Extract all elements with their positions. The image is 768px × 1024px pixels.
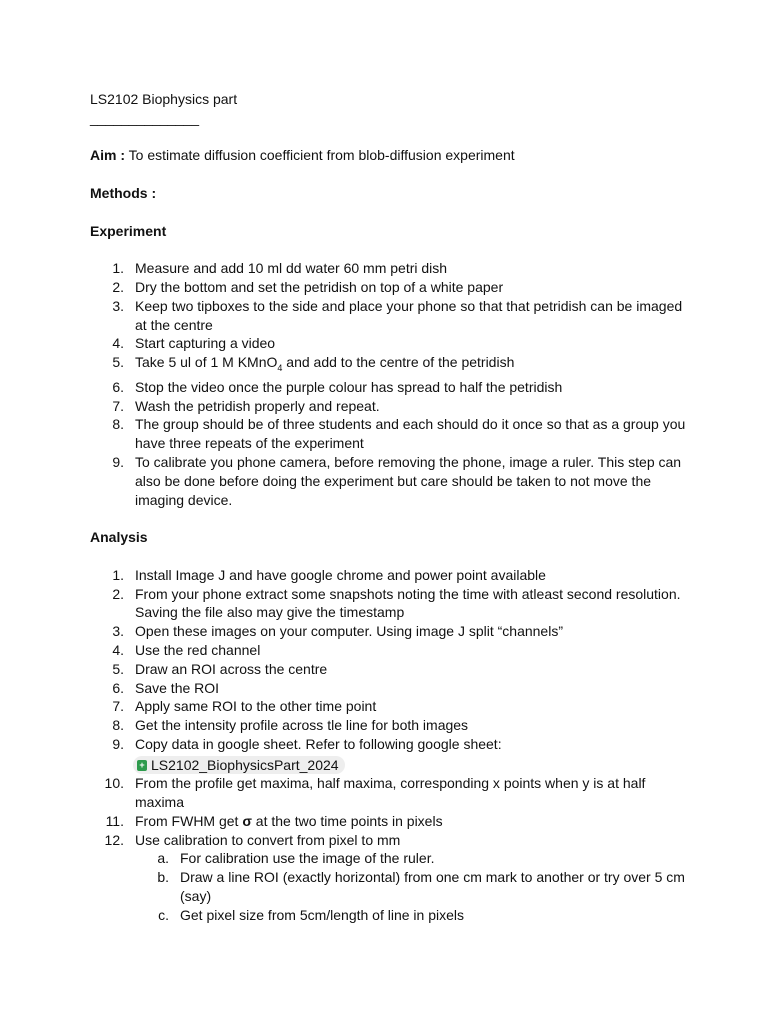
step-number: 3.	[112, 297, 124, 314]
calibration-step	[90, 849, 690, 868]
step-number: 7.	[112, 397, 124, 414]
step-text: The group should be of three students and each should do it once so that as a group you have three repeats of the experiment	[135, 416, 686, 452]
step-number: 6.	[112, 378, 124, 395]
step-letter: a.	[157, 850, 169, 867]
analysis-heading: Analysis	[90, 529, 148, 546]
step-number: 10.	[104, 775, 124, 792]
aim-text: To estimate diffusion coefficient from blob-diffusion experiment	[125, 147, 515, 164]
aim-label: Aim :	[90, 147, 125, 164]
step-number: 5.	[112, 660, 124, 677]
step-number: 2.	[112, 278, 124, 295]
step-number: 7.	[112, 698, 124, 715]
calibration-sublist	[90, 849, 690, 924]
step-text: Get the intensity profile across tle line for both images	[135, 717, 469, 734]
step-number: 1.	[112, 260, 124, 277]
analysis-step	[90, 812, 690, 831]
step-text: Use calibration to convert from pixel to mm	[135, 831, 401, 848]
step-text: Measure and add 10 ml dd water 60 mm petri dish	[135, 260, 448, 277]
step-number: 6.	[112, 679, 124, 696]
step-text: at the two time points in pixels	[251, 812, 443, 829]
step-text: Copy data in google sheet. Refer to following google sheet:	[135, 735, 502, 752]
analysis-step	[90, 585, 690, 623]
step-text: Draw an ROI across the centre	[135, 660, 328, 677]
analysis-step	[90, 622, 690, 641]
step-number: 3.	[112, 623, 124, 640]
subscript: 4	[277, 362, 283, 373]
step-text: From your phone extract some snapshots noting the time with atleast second resolution. Saving the file also may give the timestamp	[135, 585, 681, 621]
experiment-list	[90, 259, 690, 509]
analysis-step	[90, 566, 690, 585]
step-text: From the profile get maxima, half maxima, corresponding x points when y is at half maxima	[135, 775, 646, 810]
analysis-step	[90, 831, 690, 850]
step-number: 4.	[112, 641, 124, 658]
step-text: Open these images on your computer. Using image J split “channels”	[135, 623, 563, 640]
step-text: Get pixel size from 5cm/length of line in pixels	[180, 906, 465, 923]
google-sheet-chip-link[interactable]	[133, 756, 345, 774]
step-text: Wash the petridish properly and repeat.	[135, 397, 380, 414]
step-text: From FWHM get	[135, 812, 243, 829]
experiment-step	[90, 297, 690, 335]
step-text: Draw a line ROI (exactly horizontal) from one cm mark to another or try over 5 cm (say)	[180, 869, 685, 904]
experiment-step	[90, 378, 690, 397]
analysis-step	[90, 735, 690, 774]
step-text: Keep two tipboxes to the side and place your phone so that that petridish can be imaged at the centre	[135, 297, 683, 333]
step-letter: c.	[158, 906, 169, 923]
step-number: 4.	[112, 335, 124, 352]
calibration-step	[90, 906, 690, 925]
analysis-step	[90, 679, 690, 698]
step-text: Take 5 ul of 1 M KMnO	[135, 354, 278, 371]
experiment-step	[90, 453, 690, 509]
step-number: 1.	[112, 566, 124, 583]
experiment-step	[90, 397, 690, 416]
analysis-step	[90, 716, 690, 735]
step-text: To calibrate you phone camera, before removing the phone, image a ruler. This step can also be done before doing the experiment but care should be taken to not move the imaging device.	[135, 453, 682, 508]
step-number: 2.	[112, 585, 124, 602]
step-text: For calibration use the image of the ruler.	[180, 850, 435, 867]
step-number: 8.	[112, 416, 124, 433]
document-page	[90, 90, 690, 925]
step-text: Start capturing a video	[135, 335, 276, 352]
methods-heading: Methods :	[90, 184, 157, 201]
aim-line	[90, 146, 690, 165]
step-number: 5.	[112, 354, 124, 371]
step-text: Save the ROI	[135, 679, 220, 696]
step-number: 9.	[112, 735, 124, 752]
title-underline: ______________	[90, 109, 200, 126]
analysis-step	[90, 660, 690, 679]
step-text: Dry the bottom and set the petridish on top of a white paper	[135, 278, 504, 295]
step-number: 12.	[104, 831, 124, 848]
experiment-step	[90, 334, 690, 353]
step-text: Apply same ROI to the other time point	[135, 698, 377, 715]
step-text: and add to the centre of the petridish	[282, 354, 515, 371]
step-text: Use the red channel	[135, 641, 261, 658]
document-title: LS2102 Biophysics part	[90, 91, 238, 107]
sigma-symbol: σ	[242, 812, 252, 829]
calibration-step	[90, 868, 690, 906]
step-number: 9.	[112, 453, 124, 470]
chip-label: LS2102_BiophysicsPart_2024	[151, 757, 339, 774]
step-number: 8.	[112, 717, 124, 734]
step-text: Install Image J and have google chrome and power point available	[135, 566, 546, 583]
step-number: 11.	[105, 812, 124, 829]
experiment-step	[90, 259, 690, 278]
google-sheets-icon: +	[137, 760, 147, 771]
experiment-step	[90, 353, 690, 378]
analysis-step	[90, 774, 690, 812]
analysis-step	[90, 641, 690, 660]
experiment-step	[90, 415, 690, 453]
step-text: Stop the video once the purple colour has spread to half the petridish	[135, 378, 563, 395]
experiment-heading: Experiment	[90, 222, 167, 239]
experiment-step	[90, 278, 690, 297]
analysis-step	[90, 697, 690, 716]
analysis-list	[90, 566, 690, 850]
step-letter: b.	[157, 869, 169, 886]
